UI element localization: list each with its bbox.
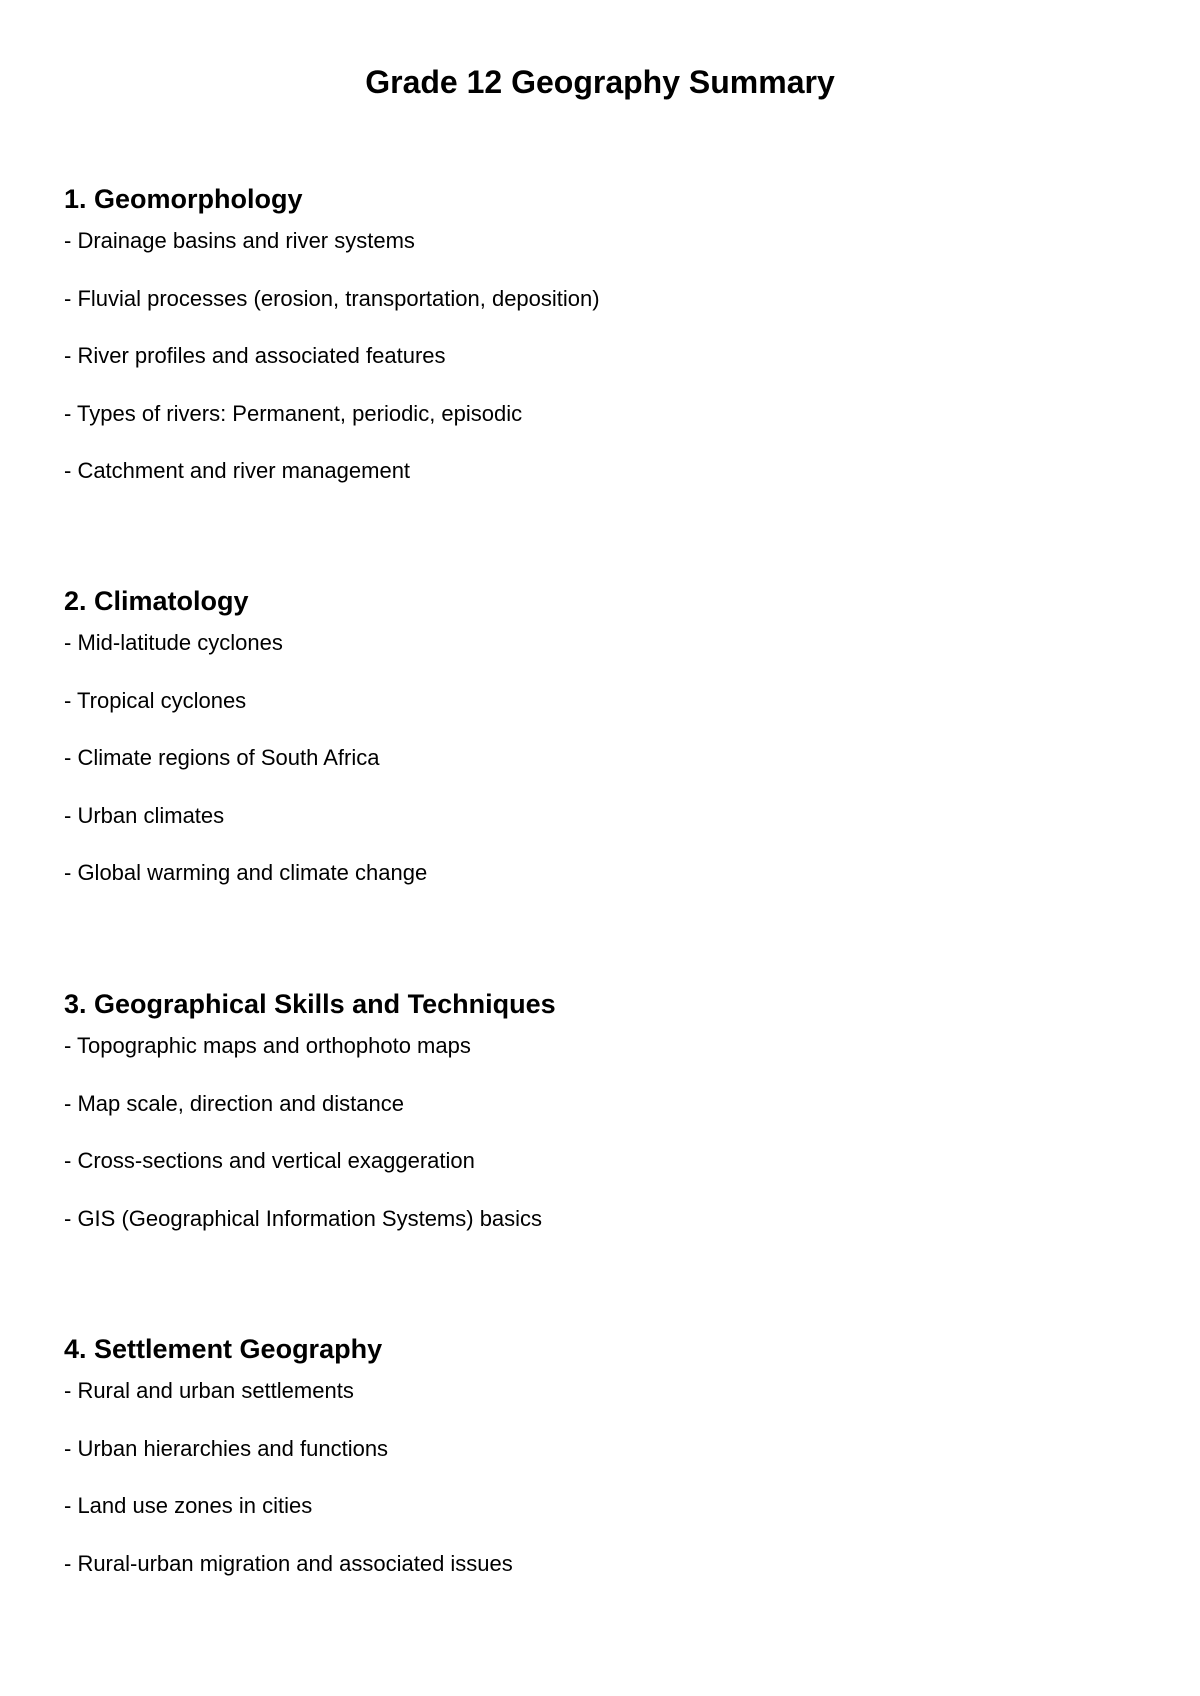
list-item: - Climate regions of South Africa bbox=[64, 745, 380, 770]
section-heading: 4. Settlement Geography bbox=[64, 1334, 383, 1364]
list-item: - Land use zones in cities bbox=[64, 1493, 313, 1518]
list-item: - Tropical cyclones bbox=[64, 687, 247, 713]
section-heading: 2. Climatology bbox=[64, 586, 249, 616]
section-heading: 3. Geographical Skills and Techniques bbox=[64, 989, 556, 1019]
list-item: - Map scale, direction and distance bbox=[64, 1090, 404, 1116]
list-item: - Rural-urban migration and associated issues bbox=[64, 1550, 513, 1576]
document-title: Grade 12 Geography Summary bbox=[365, 64, 835, 100]
list-item: - Rural and urban settlements bbox=[64, 1378, 354, 1403]
section-heading: 1. Geomorphology bbox=[64, 184, 303, 214]
list-item: - Urban hierarchies and functions bbox=[64, 1435, 389, 1461]
section-geographical-skills bbox=[64, 987, 1144, 1261]
section-settlement-geography bbox=[64, 1332, 1144, 1606]
list-item: - Drainage basins and river systems bbox=[64, 228, 415, 253]
list-item: - Mid-latitude cyclones bbox=[64, 630, 283, 655]
list-item: - Global warming and climate change bbox=[64, 860, 428, 885]
list-item: - Catchment and river management bbox=[64, 458, 411, 483]
list-item: - Topographic maps and orthophoto maps bbox=[64, 1033, 471, 1058]
list-item: - Cross-sections and vertical exaggeration bbox=[64, 1148, 475, 1173]
section-geomorphology bbox=[64, 182, 1144, 514]
list-item: - GIS (Geographical Information Systems) basics bbox=[64, 1205, 543, 1231]
list-item: - Types of rivers: Permanent, periodic, episodic bbox=[64, 400, 523, 426]
section-climatology bbox=[64, 584, 1144, 916]
list-item: - River profiles and associated features bbox=[64, 343, 446, 368]
list-item: - Urban climates bbox=[64, 802, 225, 828]
list-item: - Fluvial processes (erosion, transportation, deposition) bbox=[64, 285, 600, 311]
